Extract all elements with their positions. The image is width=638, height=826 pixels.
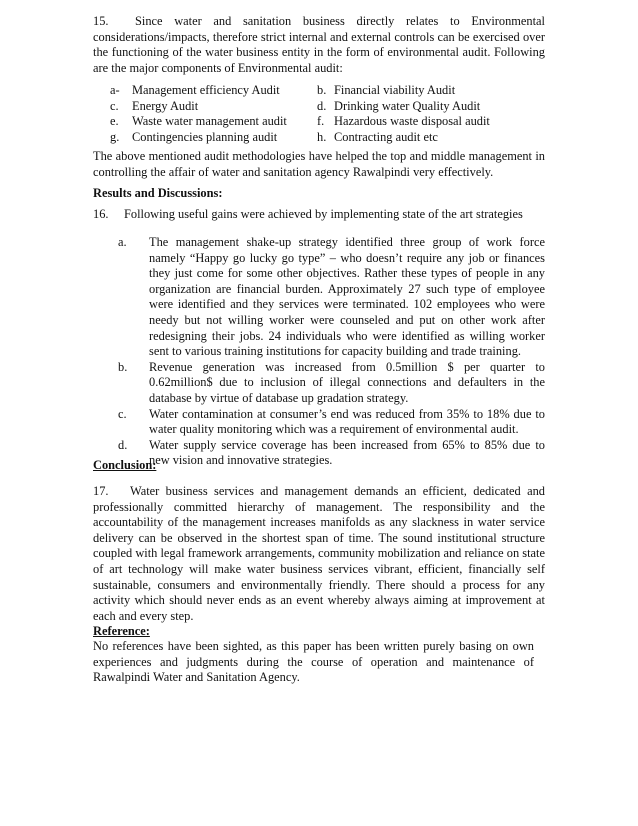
list-item: Contracting audit etc [334,129,438,144]
conclusion-heading: Conclusion: [93,458,157,472]
item-marker: h. [317,129,327,144]
reference-heading: Reference: [93,624,150,638]
paragraph-text: Since water and sanitation business directly relates to Environmental considerations/impacts, therefore strict internal and external controls can be exercised over the functioning of the water business entity in the form of environmental audit. Following are the major components of Environmental audit: [93,14,545,75]
reference-text: No references have been sighted, as this paper has been written purely basing on own experiences and judgments during the course of operation and maintenance of Rawalpindi Water and Sanitation Agency. [93,639,534,685]
list-row [110,114,550,130]
list-item: Management efficiency Audit [132,83,280,97]
paragraph-number: 16. [93,207,109,221]
item-text: Revenue generation was increased from 0.5million $ per quarter to 0.62million$ due to inclusion of illegal connections and defaulters in the database by virtue of database up gradation strategy. [149,359,545,405]
paragraph-methods: The above mentioned audit methodologies have helped the top and middle management in controlling the affair of water and sanitation agency Rawalpindi very effectively. [93,149,545,179]
list-row [110,99,550,115]
list-item: Energy Audit [132,98,199,113]
gains-list [118,235,545,469]
list-row [110,130,550,146]
item-marker: g. [110,129,120,144]
paragraph-17 [93,484,545,624]
list-item: Hazardous waste disposal audit [334,114,490,129]
item-marker: d. [317,98,327,113]
item-marker: f. [317,114,325,129]
list-item: Contingencies planning audit [132,129,278,144]
paragraph-number: 17. [93,484,109,498]
audit-components-list [110,83,550,145]
item-marker: a- [110,83,120,97]
item-marker: e. [110,114,119,129]
item-letter: a. [118,235,127,249]
paragraph-16 [93,207,553,223]
paragraph-number: 15. [93,14,109,28]
paragraph-text: Water business services and management demands an efficient, dedicated and professionally committed hierarchy of management. The responsibility and the accountability of the management increases manifolds as any slackness in water service delivery can be observed in the shortest span of time. The sound institutional structure coupled with legal framework arrangements, community mobilization and reliance on state of art technology will make water business services vibrant, efficient, financially self sustainable, consumers and environmentally friendly. There should a process for any activity which should never ends as an event whereby always aiming at improvement at each and every step. [93,484,545,623]
item-letter: c. [118,406,127,421]
item-text: Water contamination at consumer’s end was reduced from 35% to 18% due to water quality monitoring which was a requirement of environmental audit. [149,406,545,437]
item-letter: b. [118,359,128,374]
paragraph-text: Following useful gains were achieved by implementing state of the art strategies [124,207,523,221]
item-text: Water supply service coverage has been increased from 65% to 85% due to new vision and innovative strategies. [149,437,545,468]
list-item: Drinking water Quality Audit [334,98,481,113]
list-item: Waste water management audit [132,114,287,129]
item-letter: d. [118,437,128,452]
list-item [118,360,545,407]
list-item [118,407,545,438]
list-item [118,235,545,360]
item-marker: c. [110,98,119,113]
list-item: Financial viability Audit [334,83,456,97]
item-marker: b. [317,83,327,97]
list-row [110,83,550,99]
item-text: The management shake-up strategy identified three group of work force namely “Happy go lucky go type” – who doesn’t require any job or finances they just come for some other objectives. Rather these types of people in any organization are financial burden. Approximately 27 such type of employee were identified and they services were terminated. 102 employees who were needy but not willing worker were counseled and put on other work after redesigning their jobs. 24 individuals who were identified as willing worker sent to various training institutions for capacity building and trade training. [149,235,545,359]
paragraph-15 [93,14,545,76]
results-heading: Results and Discussions: [93,186,223,200]
